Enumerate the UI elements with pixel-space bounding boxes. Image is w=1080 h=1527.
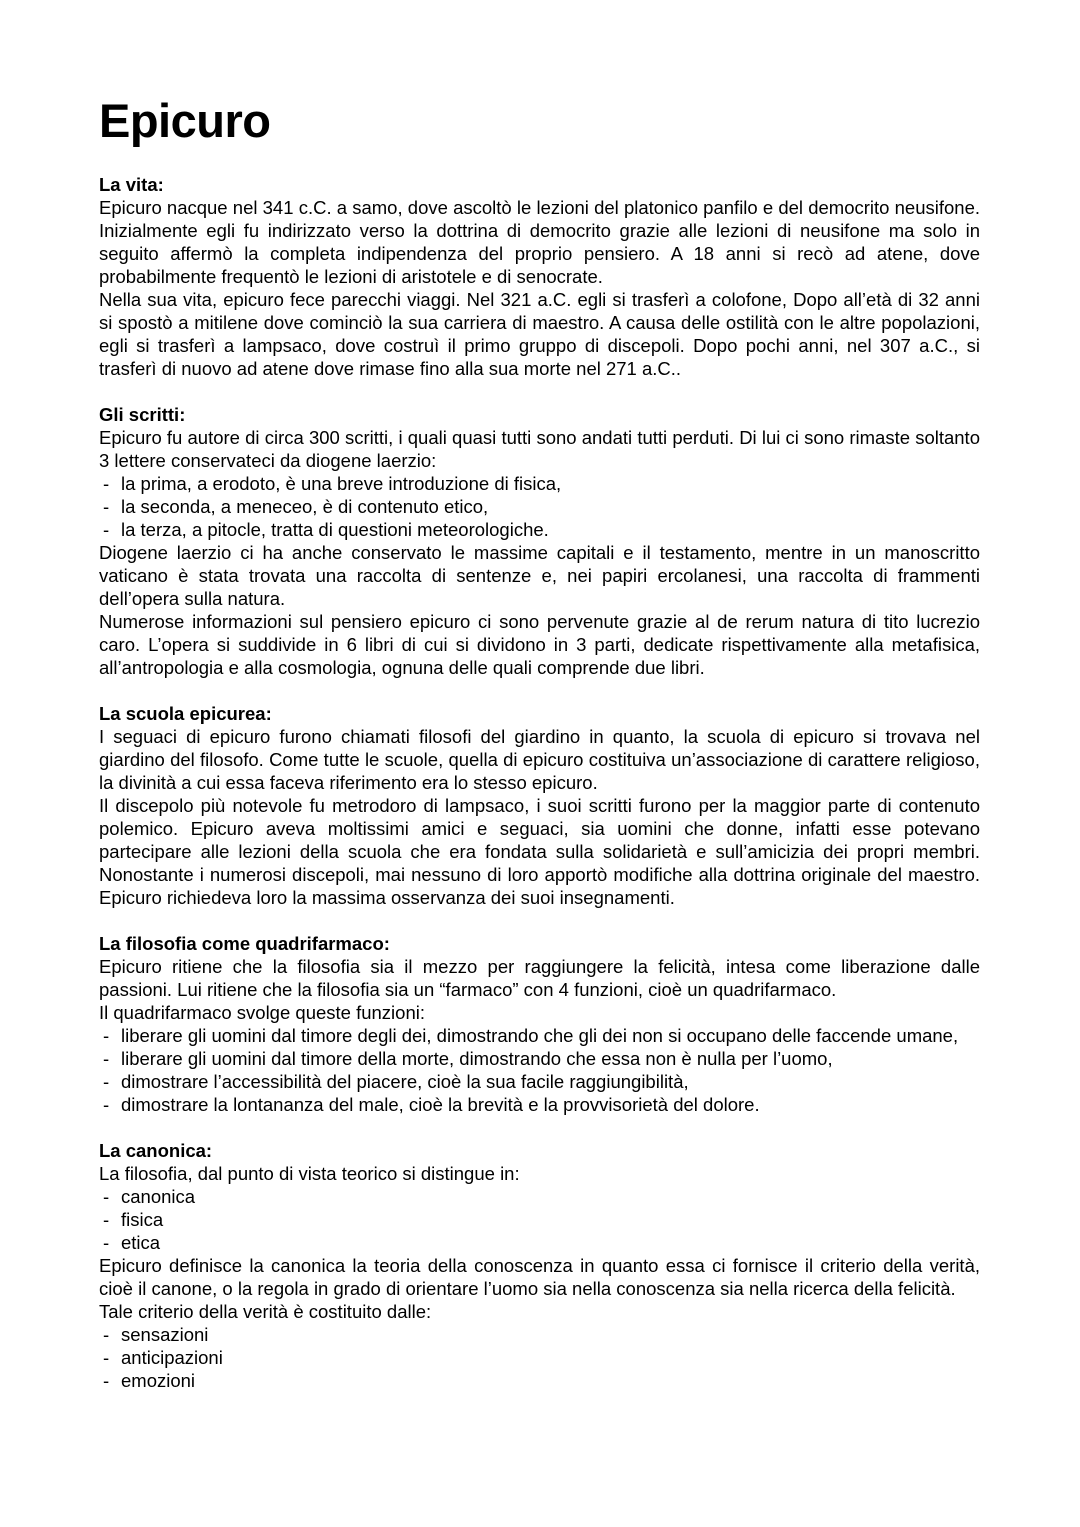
bullet-dash-icon: - — [103, 1093, 110, 1115]
list-item — [99, 472, 980, 495]
bullet-dash-icon: - — [103, 1369, 110, 1391]
list-item-label: fisica — [121, 1208, 164, 1230]
list-item — [99, 1047, 980, 1070]
bullet-dash-icon: - — [103, 1346, 110, 1368]
list-item-label: la prima, a erodoto, è una breve introduzione di fisica, — [121, 472, 562, 494]
paragraph: Diogene laerzio ci ha anche conservato le massime capitali e il testamento, mentre in un manoscritto vaticano è stata trovata una raccolta di sentenze e, nei papiri ercolanesi, una raccolta di frammenti dell’opera sulla natura. — [99, 541, 980, 609]
paragraph: La filosofia, dal punto di vista teorico si distingue in: — [99, 1162, 520, 1184]
list-item — [99, 1185, 980, 1208]
section-heading: La scuola epicurea: — [99, 702, 272, 724]
page-title: Epicuro — [99, 94, 271, 147]
list-item — [99, 1024, 980, 1047]
paragraph: Il quadrifarmaco svolge queste funzioni: — [99, 1001, 425, 1023]
bullet-list — [99, 472, 980, 541]
bullet-dash-icon: - — [103, 1231, 110, 1253]
paragraph: Epicuro definisce la canonica la teoria della conoscenza in quanto essa ci fornisce il criterio della verità, cioè il canone, o la regola in grado di orientare l’uomo sia nella conoscenza sia nella ricerca della felicità. — [99, 1254, 980, 1299]
list-item — [99, 1208, 980, 1231]
list-item — [99, 1346, 980, 1369]
bullet-list — [99, 1024, 980, 1116]
section-heading: La filosofia come quadrifarmaco: — [99, 932, 390, 954]
bullet-dash-icon: - — [103, 472, 110, 494]
section-heading: Gli scritti: — [99, 403, 186, 425]
list-item-label: dimostrare l’accessibilità del piacere, cioè la sua facile raggiungibilità, — [121, 1070, 689, 1092]
bullet-dash-icon: - — [103, 1185, 110, 1207]
bullet-dash-icon: - — [103, 495, 110, 517]
list-item-label: liberare gli uomini dal timore degli dei, dimostrando che gli dei non si occupano delle faccende umane, — [121, 1024, 959, 1046]
bullet-dash-icon: - — [103, 1024, 110, 1046]
paragraph: I seguaci di epicuro furono chiamati filosofi del giardino in quanto, la scuola di epicuro si trovava nel giardino del filosofo. Come tutte le scuole, quella di epicuro costituiva un’associazione di carattere religioso, la divinità a cui essa faceva riferimento era lo stesso epicuro. — [99, 725, 980, 793]
document-section — [99, 173, 980, 380]
list-item-label: emozioni — [121, 1369, 196, 1391]
list-item — [99, 518, 980, 541]
document-section — [99, 932, 980, 1116]
list-item-label: etica — [121, 1231, 161, 1253]
list-item — [99, 1093, 980, 1116]
bullet-dash-icon: - — [103, 518, 110, 540]
paragraph: Tale criterio della verità è costituito dalle: — [99, 1300, 432, 1322]
bullet-dash-icon: - — [103, 1047, 110, 1069]
bullet-dash-icon: - — [103, 1323, 110, 1345]
list-item-label: sensazioni — [121, 1323, 209, 1345]
paragraph: Il discepolo più notevole fu metrodoro di lampsaco, i suoi scritti furono per la maggior parte di contenuto polemico. Epicuro aveva moltissimi amici e seguaci, sia uomini che donne, infatti esse potevano partecipare alle lezioni della scuola che era fondata sulla solidarietà e sull’amicizia dei propri membri. Nonostante i numerosi discepoli, mai nessuno di loro apportò modifiche alla dottrina originale del maestro. Epicuro richiedeva loro la massima osservanza dei suoi insegnamenti. — [99, 794, 980, 908]
list-item — [99, 495, 980, 518]
list-item — [99, 1231, 980, 1254]
list-item-label: dimostrare la lontananza del male, cioè la brevità e la provvisorietà del dolore. — [121, 1093, 760, 1115]
list-item-label: canonica — [121, 1185, 196, 1207]
bullet-dash-icon: - — [103, 1070, 110, 1092]
section-heading: La vita: — [99, 173, 164, 195]
bullet-list — [99, 1323, 980, 1392]
list-item — [99, 1323, 980, 1346]
document-section — [99, 403, 980, 679]
list-item — [99, 1369, 980, 1392]
bullet-dash-icon: - — [103, 1208, 110, 1230]
document-section — [99, 1139, 980, 1392]
list-item-label: liberare gli uomini dal timore della morte, dimostrando che essa non è nulla per l’uomo, — [121, 1047, 833, 1069]
list-item-label: anticipazioni — [121, 1346, 223, 1368]
section-heading: La canonica: — [99, 1139, 213, 1161]
section-list — [99, 173, 980, 1392]
list-item-label: la terza, a pitocle, tratta di questioni meteorologiche. — [121, 518, 549, 540]
list-item — [99, 1070, 980, 1093]
paragraph: Nella sua vita, epicuro fece parecchi viaggi. Nel 321 a.C. egli si trasferì a colofone, Dopo all’età di 32 anni si spostò a mitilene dove cominciò la sua carriera di maestro. A causa delle ostilità con le altre popolazioni, egli si trasferì a lampsaco, dove costruì il primo gruppo di discepoli. Dopo pochi anni, nel 307 a.C., si trasferì di nuovo ad atene dove rimase fino alla sua morte nel 271 a.C.. — [99, 288, 980, 379]
list-item-label: la seconda, a meneceo, è di contenuto etico, — [121, 495, 489, 517]
paragraph: Epicuro fu autore di circa 300 scritti, i quali quasi tutti sono andati tutti perduti. Di lui ci sono rimaste soltanto 3 lettere conservateci da diogene laerzio: — [99, 426, 980, 471]
paragraph: Epicuro ritiene che la filosofia sia il mezzo per raggiungere la felicità, intesa come liberazione dalle passioni. Lui ritiene che la filosofia sia un “farmaco” con 4 funzioni, cioè un quadrifarmaco. — [99, 955, 980, 1000]
document-body — [99, 96, 980, 1392]
paragraph: Numerose informazioni sul pensiero epicuro ci sono pervenute grazie al de rerum natura di tito lucrezio caro. L’opera si suddivide in 6 libri di cui si dividono in 3 parti, dedicate rispettivamente alla metafisica, all’antropologia e alla cosmologia, ognuna delle quali comprende due libri. — [99, 610, 980, 678]
document-section — [99, 702, 980, 909]
paragraph: Epicuro nacque nel 341 c.C. a samo, dove ascoltò le lezioni del platonico panfilo e del democrito neusifone. Inizialmente egli fu indirizzato verso la dottrina di democrito grazie alle lezioni di neusifone ma solo in seguito affermò la completa indipendenza del proprio pensiero. A 18 anni si recò ad atene, dove probabilmente frequentò le lezioni di aristotele e di senocrate. — [99, 196, 980, 287]
bullet-list — [99, 1185, 980, 1254]
